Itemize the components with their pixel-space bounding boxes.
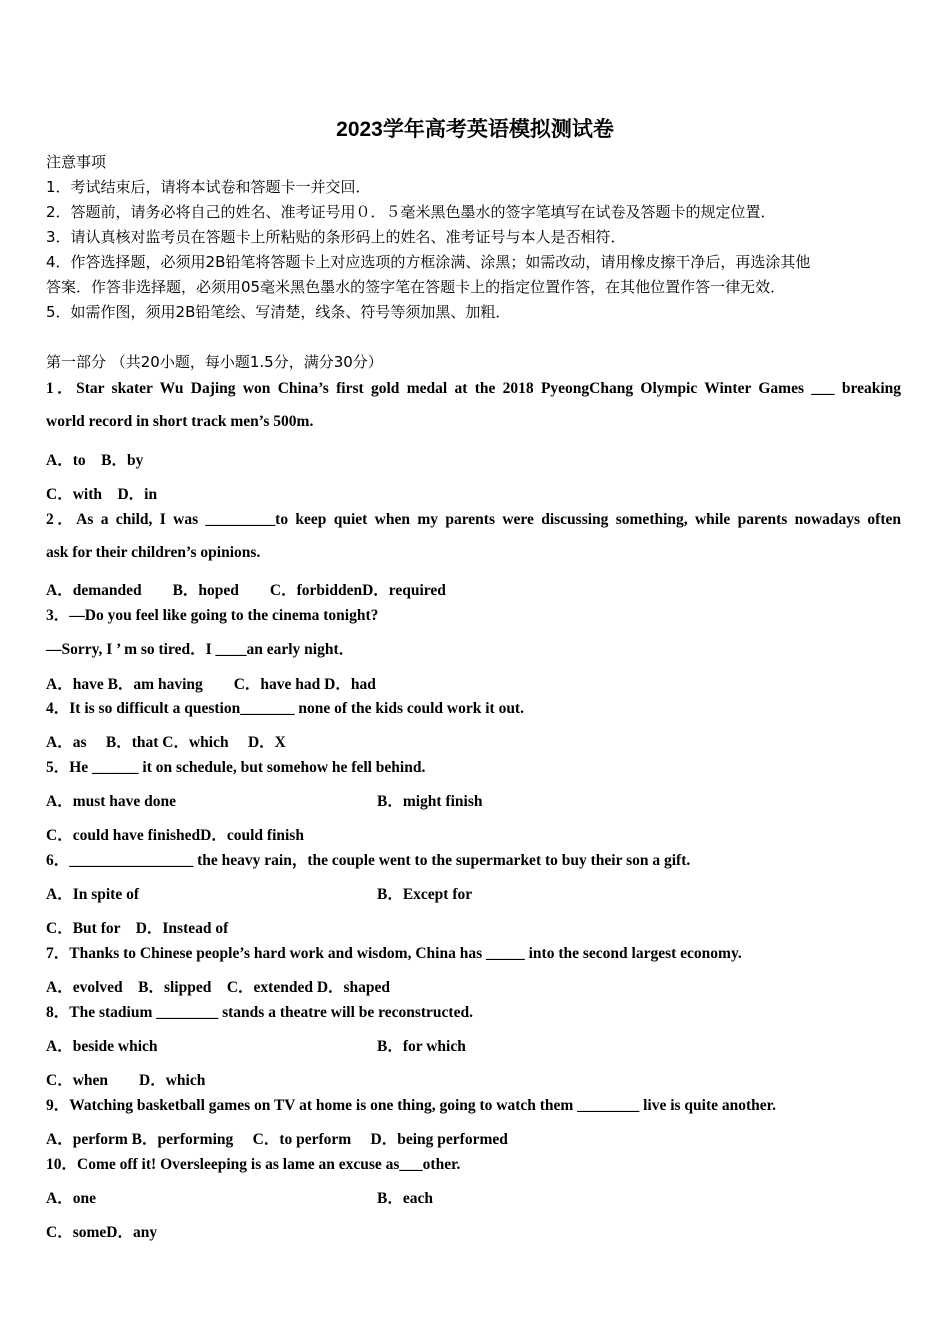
question-6-options: C．But for D．Instead of	[46, 920, 229, 937]
question-1-options: A．to B．by	[46, 452, 144, 469]
question-8-option-b: B．for which	[377, 1038, 466, 1055]
notice-item: 2．答题前，请务必将自己的姓名、准考证号用０．５毫米黑色墨水的签字笔填写在试卷及答题卡的规定位置．	[46, 203, 776, 221]
question-4-options: A．as B．that C．which D．X	[46, 734, 286, 751]
question-7-options: A．evolved B．slipped C．extended D．shaped	[46, 979, 391, 996]
question-1-options: C．with D．in	[46, 486, 158, 503]
question-6-text: 6．________________ the heavy rain，the couple went to the supermarket to buy their son a gift.	[46, 852, 691, 869]
question-2-text: 2．As a child, I was _________to keep quiet when my parents were discussing something, while parents nowadays often	[46, 511, 901, 528]
question-9-options: A．perform B．performing C．to perform D．being performed	[46, 1131, 508, 1148]
notice-item: 答案．作答非选择题，必须用05毫米黑色墨水的签字笔在答题卡上的指定位置作答，在其他位置作答一律无效．	[46, 278, 786, 296]
question-5-text: 5．He ______ it on schedule, but somehow he fell behind.	[46, 759, 426, 776]
question-3-text-cont: —Sorry, I ’ m so tired．I ____an early night．	[46, 641, 355, 658]
page-title: 2023学年高考英语模拟测试卷	[336, 118, 614, 141]
notice-item: 1．考试结束后，请将本试卷和答题卡一并交回．	[46, 178, 371, 196]
notice-item: 5．如需作图，须用2B铅笔绘、写清楚，线条、符号等须加黑、加粗．	[46, 303, 511, 321]
question-10-option-b: B．each	[377, 1190, 433, 1207]
question-5-option-b: B．might finish	[377, 793, 483, 810]
question-10-option-a: A．one	[46, 1190, 96, 1207]
question-1-text-cont: world record in short track men’s 500m.	[46, 413, 314, 430]
question-8-text: 8．The stadium ________ stands a theatre will be reconstructed.	[46, 1004, 473, 1021]
question-2-options: A．demanded B．hoped C．forbiddenD．required	[46, 582, 446, 599]
notice-item: 4．作答选择题，必须用2B铅笔将答题卡上对应选项的方框涂满、涂黑；如需改动，请用橡皮擦干净后，再选涂其他	[46, 253, 811, 271]
question-6-option-a: A．In spite of	[46, 886, 140, 903]
question-8-option-a: A．beside which	[46, 1038, 158, 1055]
question-1-text: 1．Star skater Wu Dajing won China’s first gold medal at the 2018 PyeongChang Olympic Winter Games ___ breaking	[46, 380, 901, 397]
question-2-text-cont: ask for their children’s opinions.	[46, 544, 261, 561]
question-3-options: A．have B．am having C．have had D．had	[46, 676, 376, 693]
question-10-options: C．someD．any	[46, 1224, 158, 1241]
question-5-option-a: A．must have done	[46, 793, 177, 810]
question-3-text: 3．—Do you feel like going to the cinema tonight?	[46, 607, 379, 624]
question-7-text: 7．Thanks to Chinese people’s hard work and wisdom, China has _____ into the second largest economy.	[46, 945, 742, 962]
notice-item: 3．请认真核对监考员在答题卡上所粘贴的条形码上的姓名、准考证号与本人是否相符．	[46, 228, 626, 246]
question-8-options: C．when D．which	[46, 1072, 206, 1089]
question-4-text: 4．It is so difficult a question_______ none of the kids could work it out.	[46, 700, 524, 717]
question-6-option-b: B．Except for	[377, 886, 473, 903]
notice-heading: 注意事项	[46, 153, 107, 171]
question-10-text: 10．Come off it! Oversleeping is as lame an excuse as___other.	[46, 1156, 461, 1173]
question-5-options: C．could have finishedD．could finish	[46, 827, 304, 844]
part-heading: 第一部分 （共20小题，每小题1.5分，满分30分）	[46, 353, 383, 371]
question-9-text: 9．Watching basketball games on TV at home is one thing, going to watch them ________ live is quite another.	[46, 1097, 776, 1114]
